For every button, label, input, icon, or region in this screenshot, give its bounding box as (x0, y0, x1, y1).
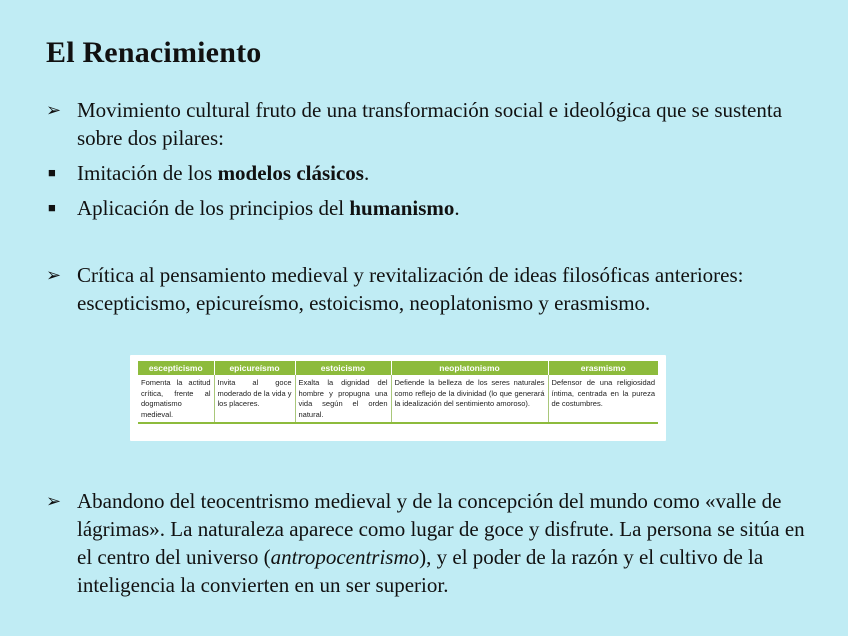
square-bullet-icon: ■ (48, 200, 56, 215)
bullet-movimiento (46, 96, 806, 152)
table-header: epicureísmo (214, 361, 295, 375)
bullet-text: Movimiento cultural fruto de una transformación social e ideológica que se sustenta sobre dos pilares: (77, 98, 783, 150)
table-cell: Invita al goce moderado de la vida y los placeres. (214, 375, 295, 423)
arrow-bullet-icon: ➢ (46, 265, 62, 285)
slide-title: El Renacimiento (46, 36, 262, 69)
arrow-bullet-icon: ➢ (46, 491, 62, 511)
table-cell: Defiende la belleza de los seres naturales como reflejo de la divinidad (lo que generará la idealización del sentimiento amoroso). (391, 375, 548, 423)
bullet-humanismo (46, 194, 806, 222)
table-cell: Defensor de una religiosidad íntima, centrada en la pureza de costumbres. (548, 375, 658, 423)
table-cell: Fomenta la actitud crítica, frente al dogmatismo medieval. (138, 375, 214, 423)
bullet-text: Imitación de los modelos clásicos. (77, 161, 370, 185)
bullet-text: Aplicación de los principios del humanismo. (77, 196, 460, 220)
bullet-text: Abandono del teocentrismo medieval y de la concepción del mundo como «valle de lágrimas». La naturaleza aparece como lugar de goce y disfrute. La persona se sitúa en el centro del universo (antropocentrismo), y el poder de la razón y el cultivo de la inteligencia la convierten en un ser superior. (77, 489, 805, 597)
table-header: escepticismo (138, 361, 214, 375)
table-header: neoplatonismo (391, 361, 548, 375)
philosophy-table-image (130, 355, 666, 441)
table-row (138, 375, 658, 423)
arrow-bullet-icon: ➢ (46, 100, 62, 120)
bullet-abandono (46, 487, 816, 599)
bullet-modelos-clasicos (46, 159, 806, 187)
table-header: erasmismo (548, 361, 658, 375)
square-bullet-icon: ■ (48, 165, 56, 180)
table-cell: Exalta la dignidad del hombre y propugna una vida según el orden natural. (295, 375, 391, 423)
philosophy-table (138, 361, 658, 424)
bullet-text: Crítica al pensamiento medieval y revitalización de ideas filosóficas anteriores: escepticismo, epicureísmo, estoicismo, neoplatonismo y erasmismo. (77, 263, 744, 315)
table-header: estoicismo (295, 361, 391, 375)
bullet-critica (46, 261, 766, 317)
